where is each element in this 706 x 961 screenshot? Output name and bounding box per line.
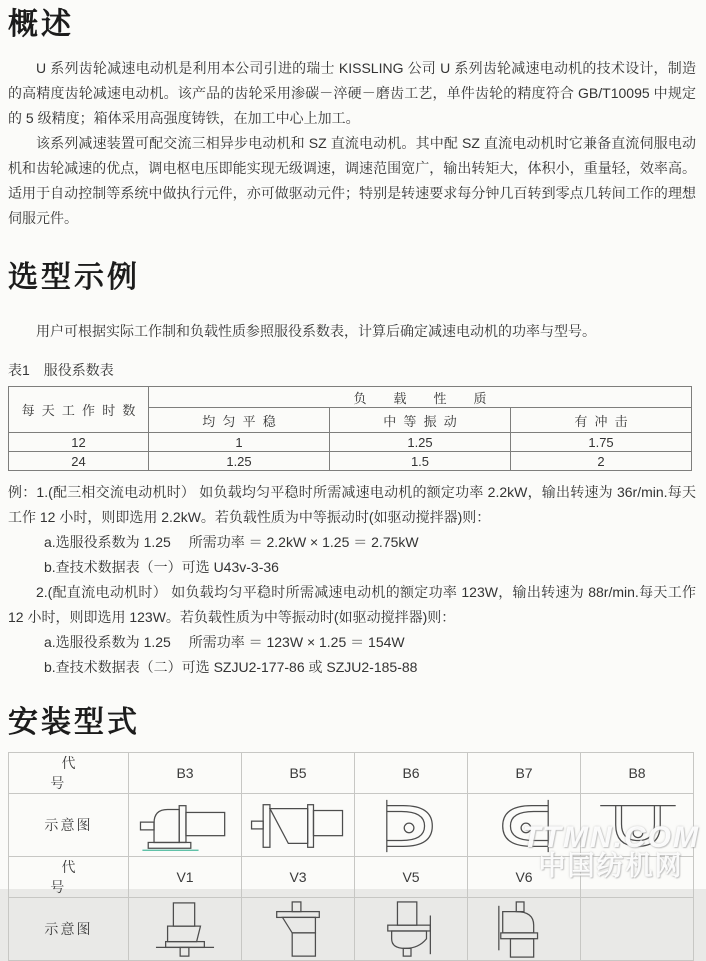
example-case1-step-a: a.选服役系数为 1.25 所需功率 ＝ 2.2kW × 1.25 ＝ 2.75kW	[44, 534, 419, 550]
diagram-b8-ceiling-mount-icon	[585, 796, 689, 856]
example-case1: 例：1.(配三相交流电动机时） 如负载均匀平稳时所需减速电动机的额定功率 2.2kW，输出转速为 36r/min.每天工作 12 小时，则即选用 2.2kW。若负载性质为中等振动时(如驱动搅拌器)则：	[8, 484, 696, 525]
mounting-type-table	[8, 752, 694, 961]
mounting-diagram-cell	[129, 898, 242, 961]
overview-paragraph-2: 该系列减速装置可配交流三相异步电动机和 SZ 直流电动机。其中配 SZ 直流电动机时它兼备直流伺服电动机和齿轮减速的优点，调电枢电压即能实现无级调速，调速范围宽广，输出转矩大，体积小，重量轻，效率高。适用于自动控制等系统中做执行元件，亦可做驱动元件；特别是转速要求每分钟几百转到零点几转间工作的理想伺服元件。	[8, 135, 696, 226]
table-row	[9, 753, 694, 794]
mounting-code-b5: B5	[242, 753, 355, 794]
selection-intro: 用户可根据实际工作制和负载性质参照服役系数表，计算后确定减速电动机的功率与型号。	[36, 323, 596, 339]
mounting-diagram-cell	[242, 898, 355, 961]
table-row	[9, 794, 694, 857]
mounting-diagram-cell	[468, 898, 581, 961]
table1-cell: 1.5	[330, 452, 511, 471]
mounting-code-b6: B6	[355, 753, 468, 794]
watermark-name: 中国纺机网	[538, 851, 684, 882]
table1-header-hours: 每天工作时数	[9, 387, 149, 433]
selection-example-block	[8, 480, 696, 680]
diagram-v3-vertical-shaft-up-icon	[246, 900, 350, 960]
table1-cell: 2	[511, 452, 692, 471]
mounting-diagram-cell	[581, 794, 694, 857]
mounting-code-b7: B7	[468, 753, 581, 794]
diagram-v5-wall-shaft-down-icon	[359, 900, 463, 960]
example-case2-step-a: a.选服役系数为 1.25 所需功率 ＝ 123W × 1.25 ＝ 154W	[44, 634, 405, 650]
table1-subheader-moderate: 中等振动	[330, 408, 511, 433]
table-row	[9, 857, 694, 898]
mounting-code-v5: V5	[355, 857, 468, 898]
table-row	[9, 452, 692, 471]
section-title-selection: 选型示例	[8, 261, 140, 294]
mounting-diagram-label-top: 示意图	[9, 794, 129, 857]
table1-cell: 1.25	[330, 433, 511, 452]
diagram-b3-foot-mount-icon	[133, 796, 237, 856]
mounting-code-v1: V1	[129, 857, 242, 898]
diagram-v1-vertical-shaft-down-icon	[133, 900, 237, 960]
table1-subheader-uniform: 均匀平稳	[149, 408, 330, 433]
table1-cell: 1.25	[149, 452, 330, 471]
table1-cell: 24	[9, 452, 149, 471]
table1-caption: 表1 服役系数表	[8, 362, 114, 378]
mounting-diagram-cell	[355, 794, 468, 857]
example-case2: 2.(配直流电动机时） 如负载均匀平稳时所需减速电动机的额定功率 123W，输出转速为 88r/min.每天工作 12 小时，则即选用 123W。若负载性质为中等振动时(如驱动搅拌器)则：	[8, 584, 696, 625]
table-row	[9, 433, 692, 452]
mounting-code-empty	[581, 857, 694, 898]
diagram-b6-wall-mount-icon	[359, 796, 463, 856]
section-title-overview: 概述	[8, 8, 74, 41]
table1-cell: 1	[149, 433, 330, 452]
overview-paragraph-1: U 系列齿轮减速电动机是利用本公司引进的瑞士 KISSLING 公司 U 系列齿轮减速电动机的技术设计，制造的高精度齿轮减速电动机。该产品的齿轮采用渗碳－淬硬－磨齿工艺，单件齿轮的精度符合 GB/T10095 中规定的 5 级精度；箱体采用高强度铸铁，在加工中心上加工。	[8, 60, 696, 126]
mounting-code-b3: B3	[129, 753, 242, 794]
mounting-diagram-label-bottom: 示意图	[9, 898, 129, 961]
mounting-code-b8: B8	[581, 753, 694, 794]
diagram-b7-wall-mount-icon	[472, 796, 576, 856]
mounting-code-v3: V3	[242, 857, 355, 898]
mounting-diagram-cell	[355, 898, 468, 961]
mounting-diagram-cell	[129, 794, 242, 857]
mounting-diagram-cell	[242, 794, 355, 857]
mounting-diagram-cell	[468, 794, 581, 857]
table-row	[9, 898, 694, 961]
service-factor-table	[8, 386, 692, 471]
example-case2-step-b: b.查技术数据表（二）可选 SZJU2-177-86 或 SZJU2-185-88	[44, 659, 418, 675]
watermark-site: TTMN.COM	[522, 820, 700, 854]
diagram-v6-wall-shaft-up-icon	[472, 900, 576, 960]
diagram-b5-flange-mount-icon	[246, 796, 350, 856]
table1-cell: 12	[9, 433, 149, 452]
table1-header-load-nature: 负 载 性 质	[149, 387, 692, 408]
section-title-mounting: 安装型式	[8, 706, 140, 739]
table1-cell: 1.75	[511, 433, 692, 452]
mounting-code-label-bottom: 代 号	[9, 857, 129, 898]
mounting-diagram-cell-empty	[581, 898, 694, 961]
table1-subheader-shock: 有冲击	[511, 408, 692, 433]
example-case1-step-b: b.查技术数据表（一）可选 U43v-3-36	[44, 559, 279, 575]
mounting-code-v6: V6	[468, 857, 581, 898]
mounting-code-label-top: 代 号	[9, 753, 129, 794]
